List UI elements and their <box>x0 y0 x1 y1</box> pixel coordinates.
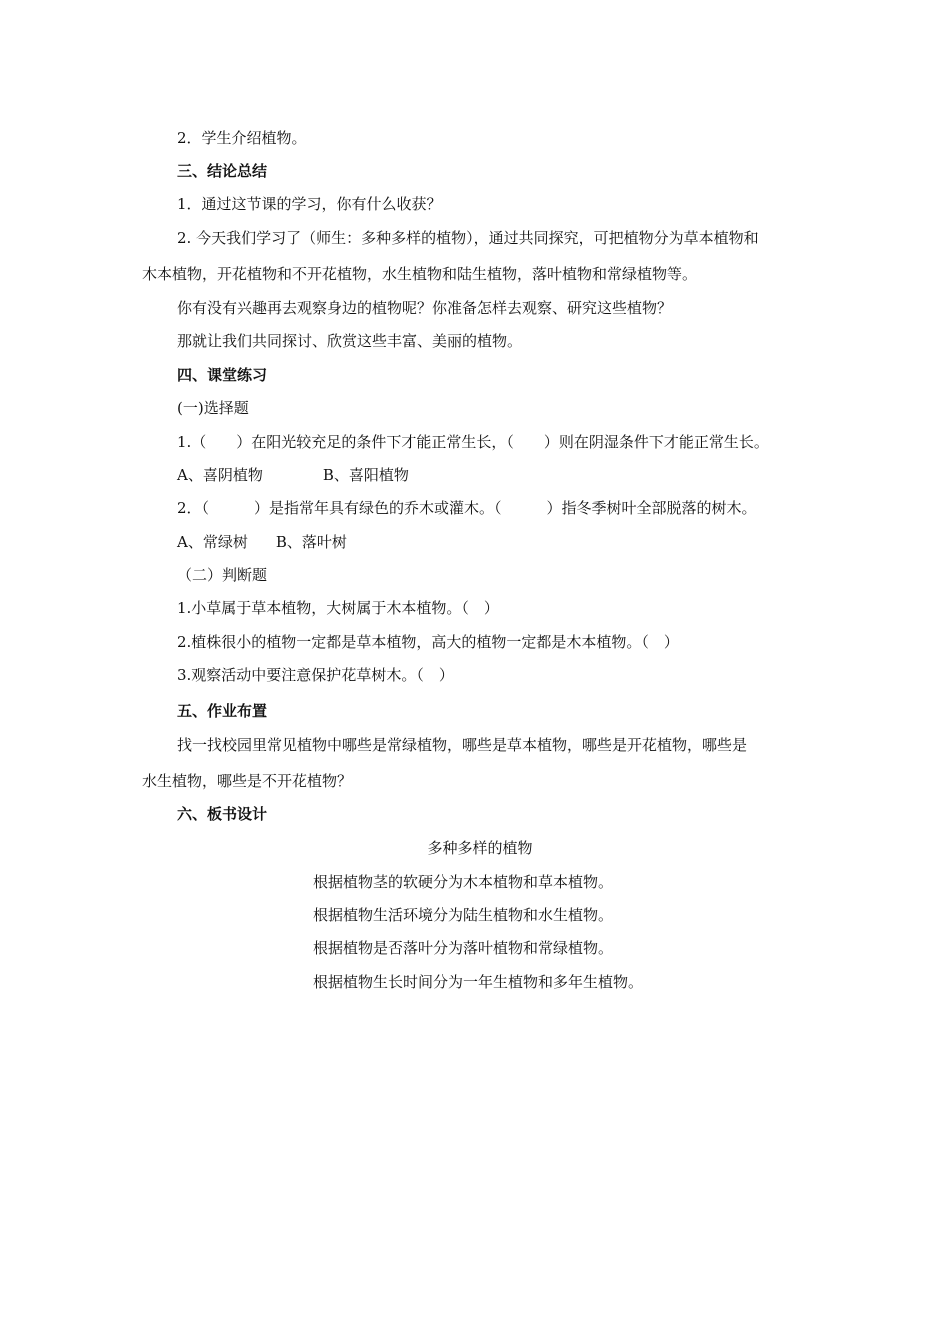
question: 2.植株很小的植物一定都是草本植物，高大的植物一定都是木本植物。（ ） <box>177 633 679 651</box>
option-b: B、落叶树 <box>275 533 347 551</box>
board-line: 根据植物生活环境分为陆生植物和水生植物。 <box>313 906 614 924</box>
paragraph: 2. 今天我们学习了（师生：多种多样的植物），通过共同探究，可把植物分为草本植物和 <box>177 229 759 247</box>
board-line: 根据植物是否落叶分为落叶植物和常绿植物。 <box>313 939 614 957</box>
answer-options <box>177 465 409 485</box>
section-heading: 四、课堂练习 <box>177 366 268 384</box>
paragraph: 找一找校园里常见植物中哪些是常绿植物，哪些是草本植物，哪些是开花植物，哪些是 <box>177 736 748 754</box>
board-title: 多种多样的植物 <box>427 839 533 857</box>
section-heading: 五、作业布置 <box>177 702 268 720</box>
paragraph: 1．通过这节课的学习，你有什么收获？ <box>177 195 442 213</box>
subsection-heading: (一)选择题 <box>177 399 249 417</box>
answer-options <box>177 532 347 552</box>
board-line: 根据植物茎的软硬分为木本植物和草本植物。 <box>313 873 614 891</box>
question: 1.小草属于草本植物，大树属于木本植物。（ ） <box>177 599 499 617</box>
subsection-heading: （二）判断题 <box>177 566 268 584</box>
paragraph: 木本植物，开花植物和不开花植物，水生植物和陆生植物，落叶植物和常绿植物等。 <box>142 265 698 283</box>
section-heading: 三、结论总结 <box>177 162 268 180</box>
option-a: A、常绿树 <box>177 533 248 551</box>
question: 2．（ ）是指常年具有绿色的乔木或灌木。（ ）指冬季树叶全部脱落的树木。 <box>177 499 757 517</box>
paragraph: 2．学生介绍植物。 <box>177 129 307 147</box>
question: 1.（ ）在阳光较充足的条件下才能正常生长，（ ）则在阴湿条件下才能正常生长。 <box>177 433 769 451</box>
option-a: A、喜阴植物 <box>177 466 263 484</box>
section-heading: 六、板书设计 <box>177 805 268 823</box>
question: 3.观察活动中要注意保护花草树木。（ ） <box>177 666 454 684</box>
option-b: B、喜阳植物 <box>322 466 409 484</box>
paragraph: 那就让我们共同探讨、欣赏这些丰富、美丽的植物。 <box>177 332 523 350</box>
paragraph: 你有没有兴趣再去观察身边的植物呢？你准备怎样去观察、研究这些植物？ <box>177 299 673 317</box>
board-line: 根据植物生长时间分为一年生植物和多年生植物。 <box>313 973 644 991</box>
paragraph: 水生植物，哪些是不开花植物？ <box>142 772 353 790</box>
